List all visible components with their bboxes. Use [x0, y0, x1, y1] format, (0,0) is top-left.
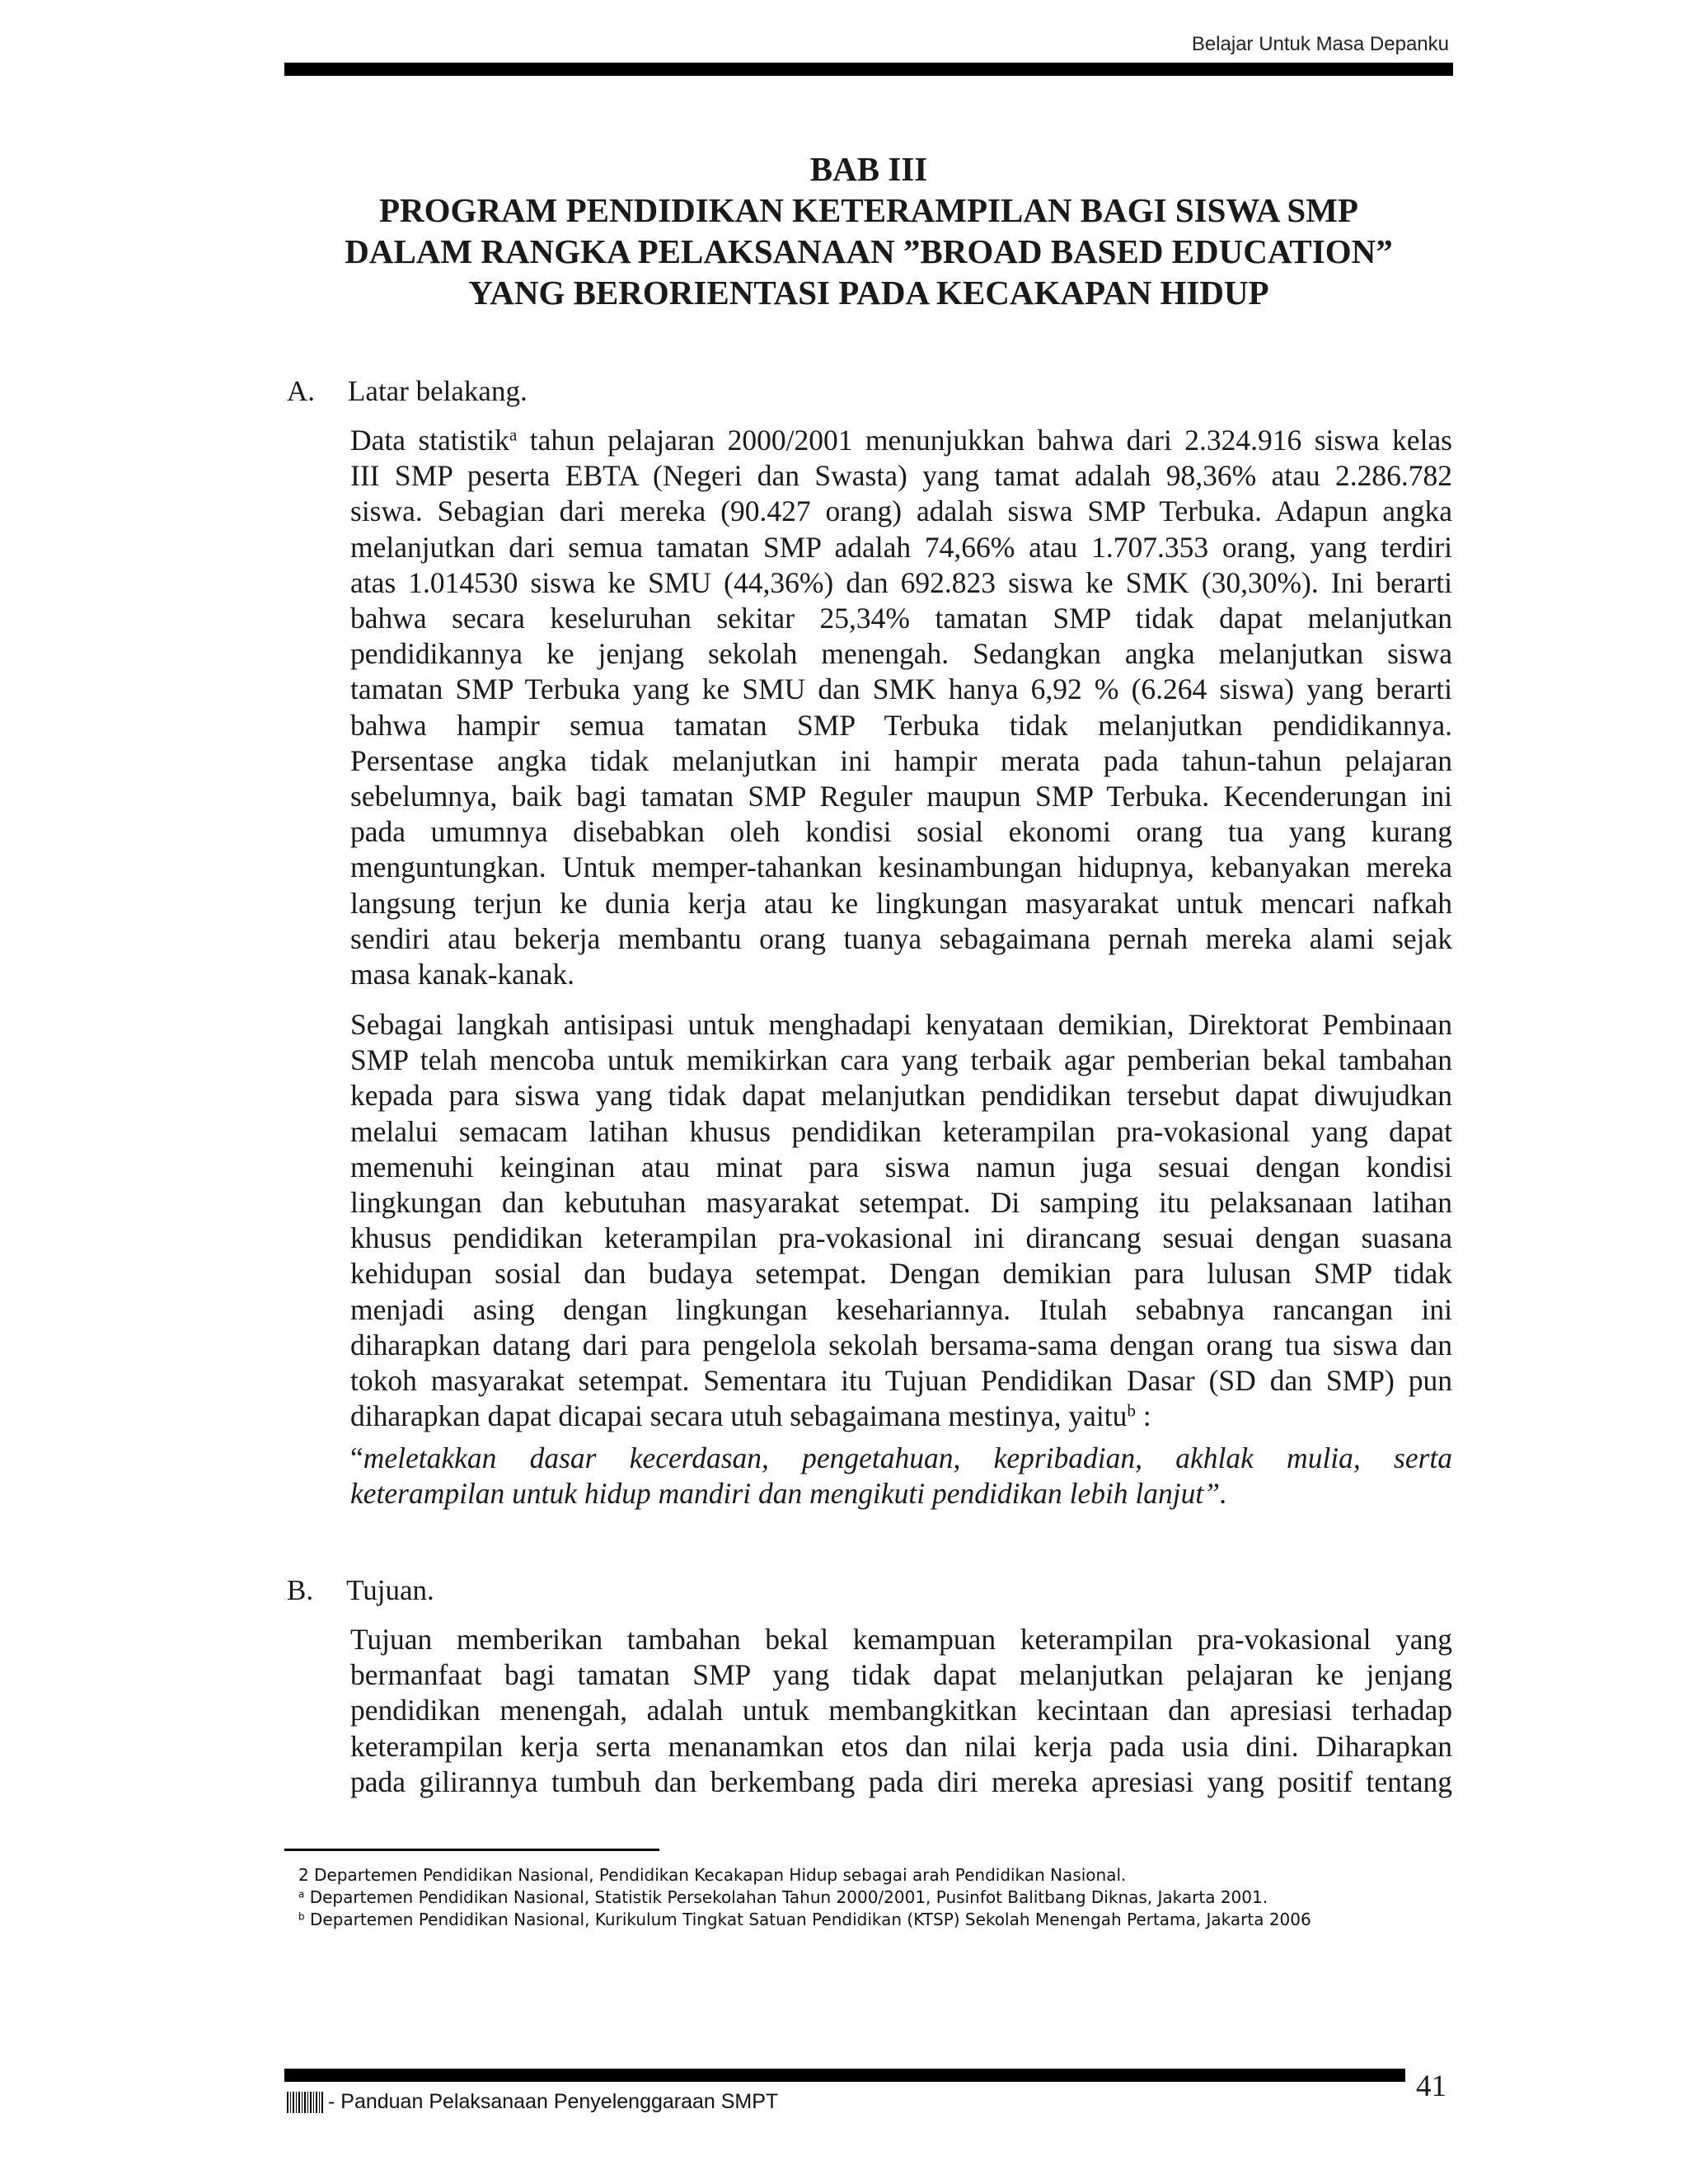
paragraph-line: lingkungan dan kebutuhan masyarakat setempat. Di samping itu pelaksanaan latihan	[350, 1186, 1452, 1220]
chapter-title-line: YANG BERORIENTASI PADA KECAKAPAN HIDUP	[468, 274, 1269, 312]
paragraph-line: Sebagai langkah antisipasi untuk menghadapi kenyataan demikian, Direktorat Pembinaan	[350, 1008, 1452, 1041]
chapter-title-line: PROGRAM PENDIDIKAN KETERAMPILAN BAGI SISWA SMP	[379, 191, 1358, 229]
paragraph-line: Tujuan memberikan tambahan bekal kemampuan keterampilan pra-vokasional yang	[350, 1623, 1452, 1656]
footer-rule	[284, 2069, 1405, 2082]
footnote-separator	[284, 1849, 659, 1851]
footnote-ref-b: b	[1127, 1400, 1136, 1421]
section-b-heading	[287, 1574, 434, 1607]
footnotes	[298, 1864, 1311, 1931]
footnote-ref-a: a	[509, 424, 518, 445]
paragraph-line: diharapkan datang dari para pengelola sekolah bersama-sama dengan orang tua siswa dan	[350, 1328, 1452, 1361]
paragraph-line: masa kanak-kanak.	[350, 958, 575, 991]
paragraph-line: atas 1.014530 siswa ke SMU (44,36%) dan 692.823 siswa ke SMK (30,30%). Ini berarti	[350, 565, 1452, 599]
paragraph-line: bermanfaat bagi tamatan SMP yang tidak dapat melanjutkan pelajaran ke jenjang	[350, 1658, 1452, 1692]
chapter-title-line: BAB III	[809, 150, 928, 188]
quote-line: keterampilan untuk hidup mandiri dan mengikuti pendidikan lebih lanjut”.	[350, 1477, 1227, 1511]
page-number: 41	[1416, 2069, 1447, 2103]
paragraph-line: menjadi asing dengan lingkungan kesehariannya. Itulah sebabnya rancangan ini	[350, 1292, 1452, 1326]
paragraph-line: diharapkan dapat dicapai secara utuh sebagaimana mestinya, yaitu$^b$ :	[350, 1399, 1151, 1433]
paragraph-line: tokoh masyarakat setempat. Sementara itu Tujuan Pendidikan Dasar (SD dan SMP) pun	[350, 1364, 1452, 1398]
section-a-title: Latar belakang.	[348, 375, 528, 407]
paragraph-objective	[350, 1622, 1452, 1800]
paragraph-line: pendidikan menengah, adalah untuk membangkitkan kecintaan dan apresiasi terhadap	[350, 1694, 1452, 1727]
paragraph-line: kehidupan sosial dan budaya setempat. Dengan demikian para lulusan SMP tidak	[350, 1257, 1452, 1291]
section-a-heading	[287, 375, 528, 408]
paragraph-line: pada gilirannya tumbuh dan berkembang pada diri mereka apresiasi yang positif tentang	[350, 1765, 1452, 1798]
footnote-item: 2 Departemen Pendidikan Nasional, Pendidikan Kecakapan Hidup sebagai arah Pendidikan Nasional.	[298, 1865, 1127, 1885]
header-rule	[284, 63, 1453, 76]
paragraph-line: bahwa secara keseluruhan sekitar 25,34% tamatan SMP tidak dapat melanjutkan	[350, 602, 1452, 635]
paragraph-line: melalui semacam latihan khusus pendidikan keterampilan pra-vokasional yang dapat	[350, 1114, 1452, 1148]
paragraph-anticipation	[350, 1007, 1452, 1434]
footer-title: - Panduan Pelaksanaan Penyelenggaraan SMPT	[328, 2090, 779, 2113]
quotation	[350, 1441, 1452, 1511]
footnote-item: $^a$ Departemen Pendidikan Nasional, Statistik Persekolahan Tahun 2000/2001, Pusinfot Balitbang Diknas, Jakarta 2001.	[298, 1887, 1268, 1907]
paragraph-line: khusus pendidikan keterampilan pra-vokasional ini dirancang sesuai dengan suasana	[350, 1221, 1452, 1255]
barcode-icon	[287, 2092, 323, 2113]
paragraph-line: tamatan SMP Terbuka yang ke SMU dan SMK hanya 6,92 % (6.264 siswa) yang berarti	[350, 673, 1452, 706]
paragraph-statistics	[350, 423, 1452, 992]
paragraph-line: langsung terjun ke dunia kerja atau ke lingkungan masyarakat untuk mencari nafkah	[350, 886, 1452, 920]
paragraph-line: pendidikannya ke jenjang sekolah menengah. Sedangkan angka melanjutkan siswa	[350, 637, 1452, 671]
quote-line: “meletakkan dasar kecerdasan, pengetahuan, kepribadian, akhlak mulia, serta	[350, 1441, 1452, 1474]
paragraph-line: keterampilan kerja serta menanamkan etos dan nilai kerja pada usia dini. Diharapkan	[350, 1729, 1452, 1763]
section-b-marker: B.	[287, 1574, 314, 1606]
footnote-item: $^b$ Departemen Pendidikan Nasional, Kurikulum Tingkat Satuan Pendidikan (KTSP) Sekolah Menengah Pertama, Jakarta 2006	[298, 1910, 1311, 1929]
paragraph-line: menguntungkan. Untuk memper-tahankan kesinambungan hidupnya, kebanyakan mereka	[350, 851, 1452, 884]
paragraph-line: siswa. Sebagian dari mereka (90.427 orang) adalah siswa SMP Terbuka. Adapun angka	[350, 494, 1452, 528]
section-a-marker: A.	[287, 375, 316, 407]
section-b-title: Tujuan.	[346, 1574, 434, 1606]
paragraph-line: kepada para siswa yang tidak dapat melanjutkan pendidikan tersebut dapat diwujudkan	[350, 1079, 1452, 1113]
paragraph-line: Data statistik$^a$ tahun pelajaran 2000/2001 menunjukkan bahwa dari 2.324.916 siswa kelas	[350, 424, 1452, 457]
paragraph-line: sendiri atau bekerja membantu orang tuanya sebagaimana pernah mereka alami sejak	[350, 921, 1452, 955]
paragraph-line: SMP telah mencoba untuk memikirkan cara yang terbaik agar pemberian bekal tambahan	[350, 1043, 1452, 1077]
chapter-title	[284, 148, 1453, 313]
paragraph-line: bahwa hampir semua tamatan SMP Terbuka tidak melanjutkan pendidikannya.	[350, 708, 1452, 742]
running-header: Belajar Untuk Masa Depanku	[1191, 33, 1449, 55]
paragraph-line: sebelumnya, baik bagi tamatan SMP Reguler maupun SMP Terbuka. Kecenderungan ini	[350, 780, 1452, 813]
paragraph-line: III SMP peserta EBTA (Negeri dan Swasta) yang tamat adalah 98,36% atau 2.286.782	[350, 459, 1452, 493]
paragraph-line: memenuhi keinginan atau minat para siswa namun juga sesuai dengan kondisi	[350, 1150, 1452, 1183]
paragraph-line: melanjutkan dari semua tamatan SMP adalah 74,66% atau 1.707.353 orang, yang terdiri	[350, 530, 1452, 564]
paragraph-line: pada umumnya disebabkan oleh kondisi sosial ekonomi orang tua yang kurang	[350, 815, 1452, 849]
chapter-title-line: DALAM RANGKA PELAKSANAAN ”BROAD BASED EDUCATION”	[345, 232, 1393, 270]
paragraph-line: Persentase angka tidak melanjutkan ini hampir merata pada tahun-tahun pelajaran	[350, 743, 1452, 777]
